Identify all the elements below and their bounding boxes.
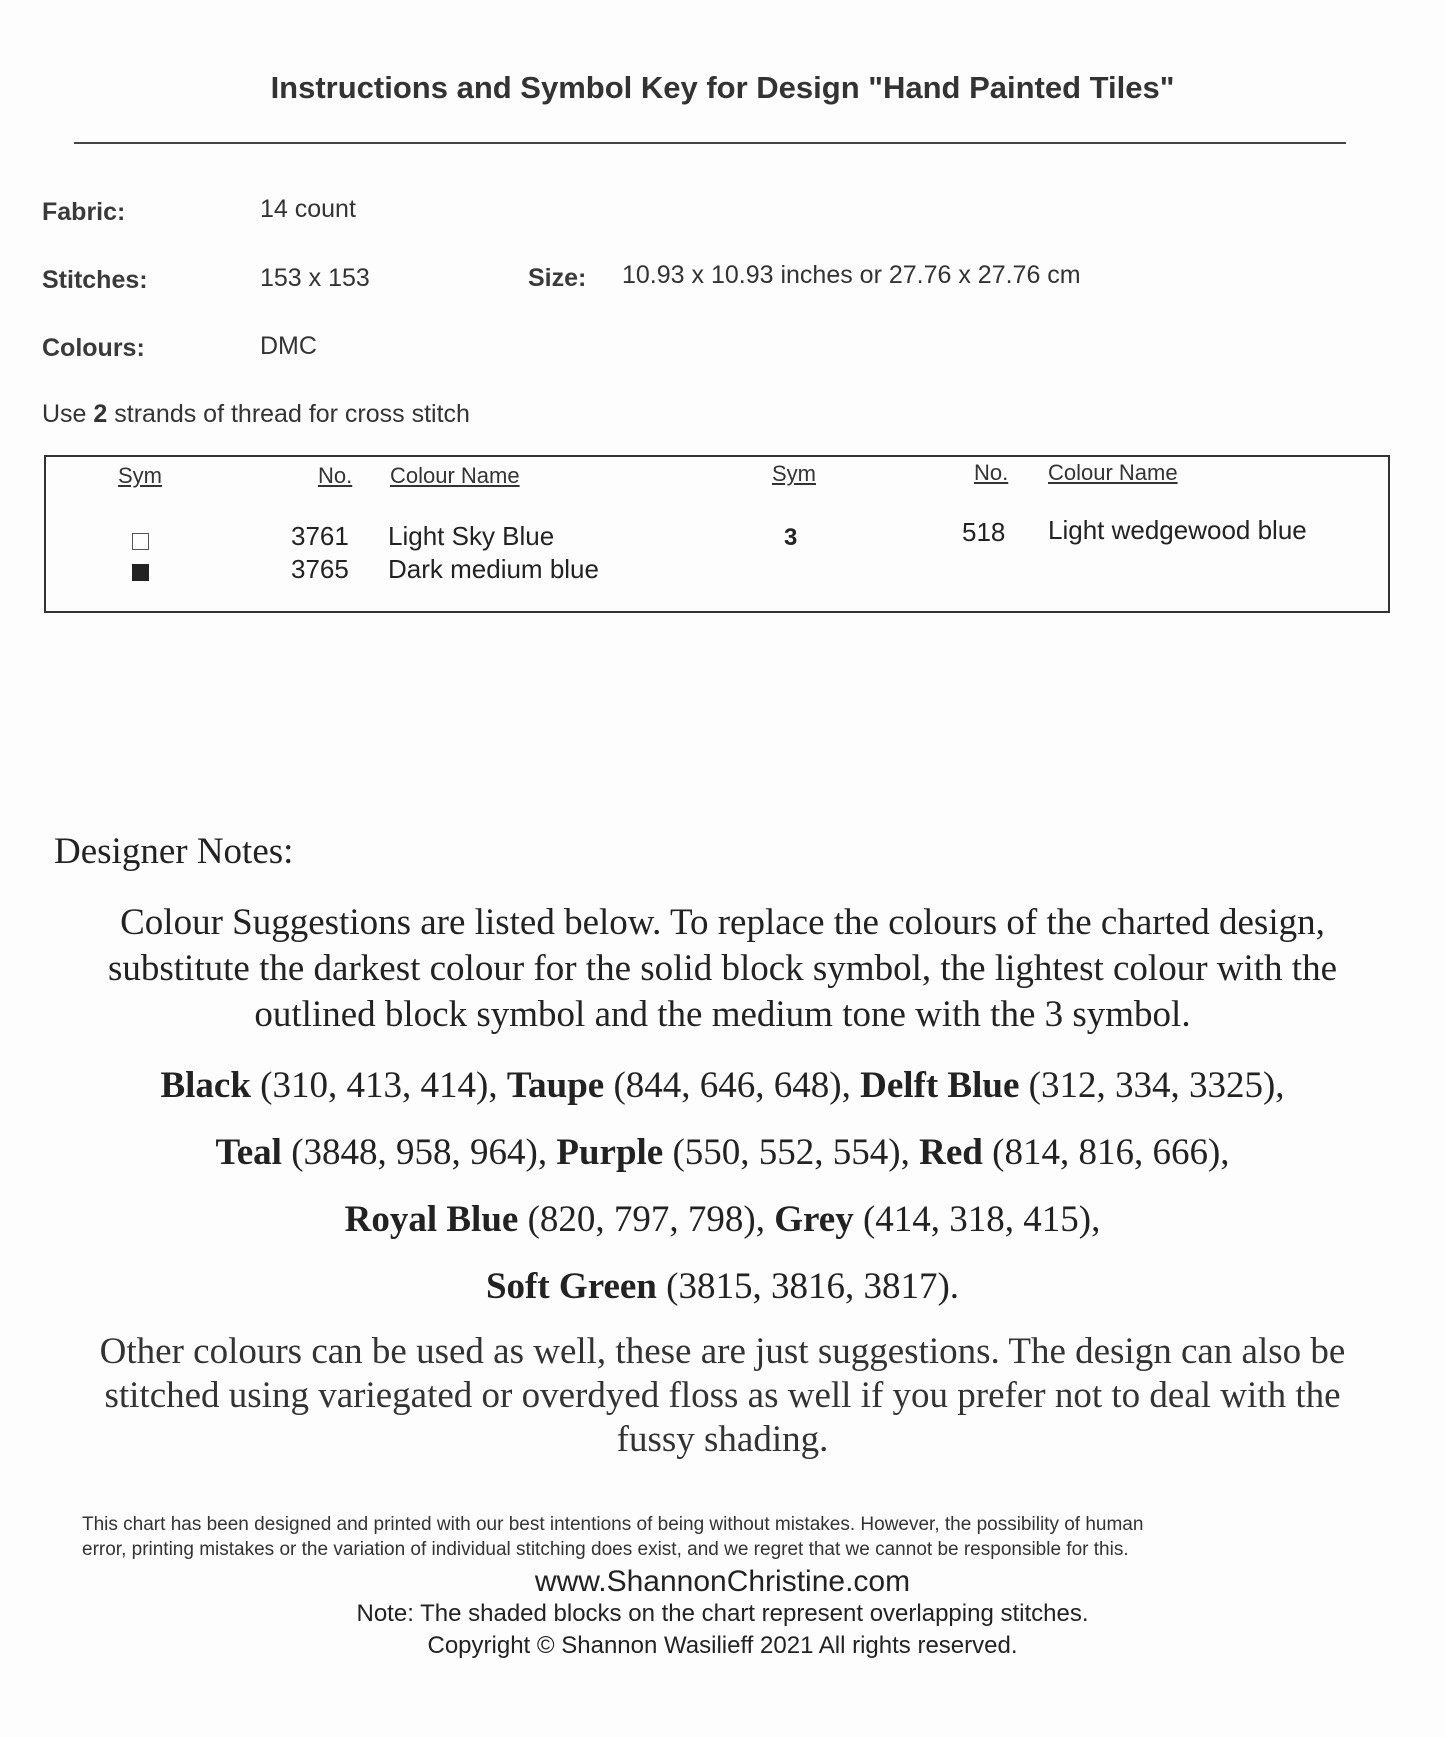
symbol-key-table [44, 455, 1390, 613]
colours-label: Colours: [42, 334, 145, 362]
size-label: Size: [528, 264, 587, 292]
suggestion-line-1: Black (310, 413, 414), Taupe (844, 646, 648), Delft Blue (312, 334, 3325), [160, 1065, 1285, 1106]
header-sym-right: Sym [772, 461, 816, 486]
outlined-square-icon [132, 533, 149, 550]
page-title: Instructions and Symbol Key for Design "Hand Painted Tiles" [270, 70, 1175, 105]
key-row-2-no: 3765 [291, 554, 349, 584]
copyright: Copyright © Shannon Wasilieff 2021 All rights reserved. [427, 1632, 1018, 1659]
size-value: 10.93 x 10.93 inches or 27.76 x 27.76 cm [622, 261, 1081, 289]
colour-suggestion-intro: Colour Suggestions are listed below. To replace the colours of the charted design, substitute the darkest colour for the solid block symbol, the lightest colour with the outlined block symbol and the medium tone with the 3 symbol. [107, 902, 1338, 1035]
title-divider [74, 142, 1346, 144]
header-name-right: Colour Name [1048, 460, 1178, 485]
designer-notes-heading: Designer Notes: [54, 831, 294, 872]
key-row-1-no: 3761 [291, 521, 349, 551]
suggestion-line-2: Teal (3848, 958, 964), Purple (550, 552, 554), Red (814, 816, 666), [215, 1132, 1230, 1173]
shaded-blocks-note: Note: The shaded blocks on the chart represent overlapping stitches. [356, 1600, 1089, 1627]
header-no-right: No. [974, 460, 1009, 485]
key-row-1-name: Light Sky Blue [388, 521, 555, 551]
disclaimer: This chart has been designed and printed with our best intentions of being without mistakes. However, the possibility of human error, printing mistakes or the variation of individual stitching does exist, and we regret that we cannot be responsible for this. [82, 1514, 1144, 1560]
suggestion-line-4: Soft Green (3815, 3816, 3817). [485, 1266, 960, 1307]
header-no-left: No. [318, 463, 353, 488]
colours-value: DMC [260, 332, 317, 360]
stitches-label: Stitches: [42, 266, 148, 294]
key-row-3-no: 518 [962, 517, 1006, 547]
suggestion-line-3: Royal Blue (820, 797, 798), Grey (414, 318, 415), [344, 1199, 1101, 1240]
three-symbol: 3 [784, 524, 798, 551]
header-sym-left: Sym [118, 463, 162, 488]
key-row-2-name: Dark medium blue [388, 554, 599, 584]
key-row-3-name: Light wedgewood blue [1048, 515, 1307, 545]
solid-square-icon [132, 564, 149, 581]
fabric-value: 14 count [260, 195, 356, 223]
strands-instruction: Use 2 strands of thread for cross stitch [42, 400, 470, 428]
stitches-value: 153 x 153 [260, 264, 370, 292]
header-name-left: Colour Name [390, 463, 520, 488]
fabric-label: Fabric: [42, 198, 126, 226]
website-link[interactable]: www.ShannonChristine.com [534, 1565, 911, 1598]
colour-suggestion-outro: Other colours can be used as well, these are just suggestions. The design can also be stitched using variegated or overdyed floss as well if you prefer not to deal with the fussy shading. [99, 1331, 1346, 1460]
